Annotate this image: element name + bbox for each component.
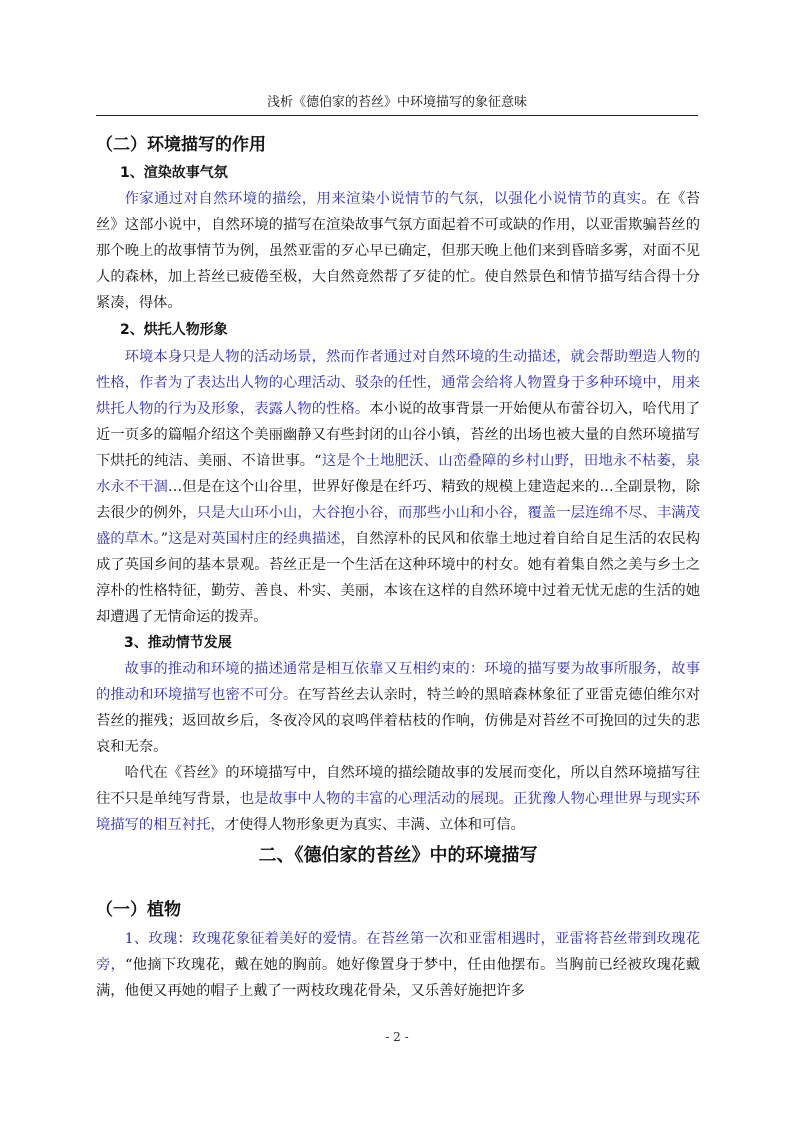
subheading-plot: 3、推动情节发展 (124, 635, 232, 651)
running-header: 浅析《德伯家的苔丝》中环境描写的象征意味 (266, 95, 527, 110)
highlight-text: 只是大山环小山，大谷抱小谷，而那些小山和小谷，覆盖一层连绵不尽、丰满茂盛的草木。 (96, 505, 701, 547)
body-text: 才使得人物形象更为真实、丰满、立体和可信。 (224, 817, 525, 833)
body-text: “他摘下玫瑰花，戴在她的胸前。她好像置身于梦中，任由他摆布。当胸前已经被玫瑰花戴满，他便又再她的帽子上戴了一两枝玫瑰花骨朵，又乐善好施把许多 (96, 957, 700, 999)
body-text: 本小说的故事背景一开始便从布蕾谷切入，哈代用了近一页多的篇幅介绍这个美丽幽静又有些封闭的山谷小镇，苔丝的出场也被大量的自然环境描写下烘托的纯洁、美丽、不谙世事。“ (96, 401, 701, 469)
highlight-text: 1、玫瑰 (124, 931, 178, 947)
body-text: 哈代在《苔丝》的环境描写中，自然环境的描绘随故事的发展而变化，所以自然环境描写往往不只是单纯写背景， (96, 765, 700, 807)
paragraph-rose (96, 926, 700, 1004)
chapter-heading: 二、《德伯家的苔丝》中的环境描写 (258, 845, 538, 866)
body-text: 在写苔丝去认亲时，特兰岭的黑暗森林象征了亚雷克德伯维尔对苔丝的摧残；返回故乡后，冬夜冷风的哀鸣伴着枯枝的作响，仿佛是对苔丝不可挽回的过失的悲哀和无奈。 (96, 687, 701, 755)
subheading-atmosphere: 1、渲染故事气氛 (120, 165, 228, 181)
highlight-text: 玫瑰花象征着美好的爱情。在苔丝第一次和亚雷相遇时，亚雷将苔丝带到玫瑰花旁， (96, 931, 701, 973)
body-text: 自然淳朴的民风和依靠土地过着自给自足生活的农民构成了英国乡间的基本景观。苔丝正是一个生活在这种环境中的村女。她有着集自然之美与乡土之淳朴的性格特征，勤劳、善良、朴实、美丽，本该在这样的自然环境中过着无忧无虑的生活的她却遭遇了无情命运的拨弄。 (96, 531, 700, 625)
body-text: ” (160, 531, 169, 547)
body-text: 在《苔丝》这部小说中，自然环境的描写在渲染故事气氛方面起着不可或缺的作用，以亚雷欺骗苔丝的那个晚上的故事情节为例，虽然亚雷的歹心早已确定，但那天晚上他们来到昏暗多雾，对面不见人的森林，加上苔丝已疲倦至极，大自然竟然帮了歹徒的忙。使自然景色和情节描写结合得十分紧凑，得体。 (96, 191, 701, 311)
body-text: ： (177, 931, 193, 947)
paragraph-character (96, 344, 700, 630)
page-body (96, 128, 700, 1004)
paragraph-plot (96, 656, 700, 760)
paragraph-atmosphere (96, 186, 700, 316)
paragraph-summary (96, 760, 700, 838)
page-number: - 2 - (385, 1030, 409, 1044)
highlight-text: 这是对英国村庄的经典描述， (168, 531, 356, 547)
highlight-text: 环境本身只是人物的活动场景，然而作者通过对自然环境的生动描述，就会帮助塑造人物的性格，作者为了表达出人物的心理活动、驳杂的任性，通常会给将人物置身于多种环境中，用来烘托人物的行为及形象，表露人物的性格。 (96, 349, 700, 417)
section-heading-role: （二）环境描写的作用 (96, 135, 266, 155)
body-text: …但是在这个山谷里，世界好像是在纤巧、精致的规模上建造起来的…全副景物，除去很少的例外， (96, 479, 701, 521)
highlight-text: 作家通过对自然环境的描绘，用来渲染小说情节的气氛，以强化小说情节的真实。 (124, 191, 657, 207)
header-rule (96, 115, 698, 116)
section-heading-plants: （一）植物 (96, 900, 181, 920)
highlight-text: 也是故事中人物的丰富的心理活动的展现。正犹豫人物心理世界与现实环境描写的相互衬托， (96, 791, 701, 833)
highlight-text: 故事的推动和环境的描述通常是相互依靠又互相约束的：环境的描写要为故事所服务，故事的推动和环境描写也密不可分。 (96, 661, 700, 703)
subheading-character: 2、烘托人物形象 (120, 322, 228, 338)
highlight-text: 这是个土地肥沃、山峦叠障的乡村山野，田地永不枯萎，泉水永不干涸 (96, 453, 700, 495)
